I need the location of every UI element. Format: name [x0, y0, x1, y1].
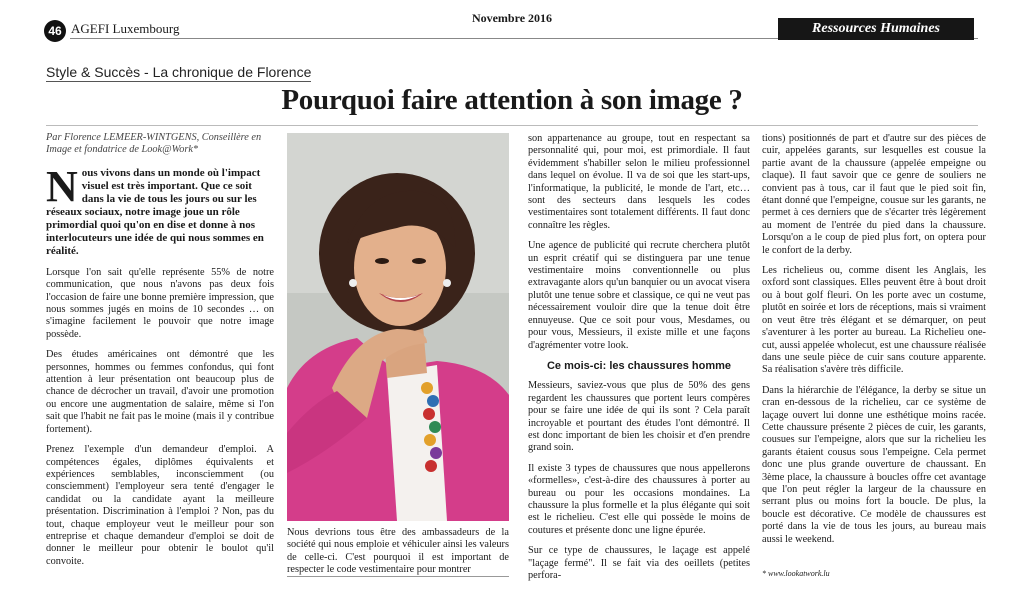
right-eye: [412, 258, 426, 264]
necklace-bead: [423, 408, 435, 420]
white-top: [387, 365, 447, 521]
article-column-1: [46, 132, 274, 576]
footnote-link[interactable]: * www.lookatwork.lu: [762, 569, 830, 578]
paragraph: Lorsque l'on sait qu'elle représente 55% de notre communication, que nous n'avons pas deux fois l'occasion de faire une bonne première impression, que nous sommes jugés en moins de 10 secondes … on s'imagine facilement le pouvoir que notre image possède.: [46, 266, 274, 340]
section-subheading: Ce mois-ci: les chaussures homme: [546, 359, 731, 372]
portrait-illustration: [287, 133, 509, 521]
section-tag: Ressources Humaines: [778, 18, 974, 40]
paragraph: Une agence de publicité qui recrute cherchera plutôt un esprit créatif qui se distinguera par une tenue vestimentaire moins conventionnelle ou plus extravagante alors qu'un banquier ou un avocat visera plutôt une tenue sobre et classique, ce qui ne veut pas nécessairement vouloir dire que la tenue doit être ennuyeuse. Que ce soit pour vous, Mesdames, ou pour vous, Messieurs, il existe mille et une façons d'agrémenter votre look.: [528, 240, 750, 351]
paragraph: tions) positionnés de part et d'autre sur des pièces de cuir, appelées garants, sur lesquelles est cousue la partie avant de la chaussure (appelée empeigne ou claque). Il faut savoir que ce genre de souliers ne convient pas à tous, car il faut que le pied soit fin, étant donné que l'empeigne, cousue sur les garants, ne permet à ces derniers que de s'écarter très légèrement au moment de l'entrée du pied dans la chaussure. Lorsqu'on a le coup de pied plus fort, on optera pour le confort de la derby.: [762, 133, 986, 256]
necklace-bead: [421, 382, 433, 394]
paragraph: Prenez l'exemple d'un demandeur d'emploi. A compétences égales, diplômes équivalents et expériences semblables, inconsciemment (ou consciemment) l'employeur sera tenté d'engager le candidat ou la candidate ayant la meilleure présentation. Discrimination à l'emploi ? Non, pas du tout, chaque employeur veut le meilleur pour son entreprise et chaque demandeur d'emploi se doit de donner le meilleur pour obtenir le boulot qu'il convoite.: [46, 444, 274, 567]
article-column-4: [762, 133, 986, 580]
paragraph: Messieurs, saviez-vous que plus de 50% des gens regardent les chaussures que portent leurs compères pour se faire une idée de qui ils sont ? Cela paraît incroyable et pourtant des études l'ont démontré. Il est donc important de bien les choisir et d'en prendre grand soin.: [528, 380, 750, 454]
necklace-bead: [430, 447, 442, 459]
necklace-bead: [424, 434, 436, 446]
page-number: 46: [44, 20, 66, 42]
paragraph: son appartenance au groupe, tout en respectant sa personnalité qui, pour moi, est primordiale. Il faut évidemment s'habiller selon le milieu professionnel dans lequel on évolue. Il va de soi que les start-ups, l'informatique, la publicité, le monde de l'art, etc… sont des secteurs dans lesquels les codes vestimentaires sont totalement différents. Il faut donc connaître les règles.: [528, 133, 750, 231]
necklace-bead: [429, 421, 441, 433]
left-eye: [375, 258, 389, 264]
left-earring: [349, 279, 357, 287]
issue-date: Novembre 2016: [471, 11, 553, 25]
paragraph: Il existe 3 types de chaussures que nous appellerons «formelles», c'est-à-dire des chaussures à porter au bureau ou pour les occasions mondaines. La chaussure la plus formelle et la plus élégante qui soit est le richelieu. C'est elle qui possède le moins de coutures et présente donc une ligne épurée.: [528, 462, 750, 536]
drop-cap: N: [46, 161, 78, 211]
article-column-3: [528, 133, 750, 590]
necklace-bead: [427, 395, 439, 407]
right-earring: [443, 279, 451, 287]
photo-caption-text: Nous devrions tous être des ambassadeurs de la société qui nous emploie et véhiculer ainsi les valeurs de celle-ci. C'est pourquoi il est important de respecter le code vestimentaire pour montrer: [287, 527, 509, 576]
byline: Par Florence LEMEER-WINTGENS, Conseillère en Image et fondatrice de Look@Work*: [46, 132, 262, 156]
column-kicker: Style & Succès - La chronique de Florence: [46, 64, 312, 80]
page-title: Pourquoi faire attention à son image ?: [281, 84, 743, 116]
lead-text: ous vivons dans un monde où l'impact visuel est très important. Que ce soit dans la vie de tous les jours ou sur les réseaux sociaux, notre image joue un rôle primordial quoi qu'on en dise et donne à nos interlocuteurs une idée de qui nous sommes en réalité.: [46, 166, 264, 257]
publication-name: AGEFI Luxembourg: [71, 21, 180, 36]
portrait-photo: [287, 133, 509, 521]
necklace-bead: [425, 460, 437, 472]
paragraph: Sur ce type de chaussures, le laçage est appelé "laçage fermé". Il se fait via des oeillets (petites perfora-: [528, 545, 750, 581]
column-end-rule: [287, 576, 509, 577]
paragraph: Dans la hiérarchie de l'élégance, la derby se situe un cran en-dessous de la richelieu, car ce système de laçage ouvert lui donne une esthétique moins racée. Cette chaussure présente 2 pièces de cuir, les garants, cousues sur l'empeigne, alors que sur la richelieu les garants étaient cousus sous l'empeigne. Cela permet donc une plus grande ouverture de chaussant. En 3ème place, la chaussure à boucles offre cet avantage que l'on peut régler la largeur de la chaussure en serrant plus ou moins fort la boucle. De plus, la boucle est décorative. Ce modèle de chaussures est porté dans la vie de tous les jours, au bureau mais aussi le weekend.: [762, 384, 986, 545]
paragraph: Des études américaines ont démontré que les personnes, hommes ou femmes confondus, qui font attention à leur présentation ont beaucoup plus de chance de décrocher un travail, d'avoir une promotion ou encore une augmentation de salaire, même si l'on sait que l'habit ne fait pas le moine (mais il y contribue fortement).: [46, 349, 274, 435]
title-divider: [46, 125, 978, 126]
lead-paragraph: [46, 161, 274, 258]
paragraph: Les richelieus ou, comme disent les Anglais, les oxford sont classiques. Elles peuvent être à bout droit ou à bout golf fleuri. On les porte avec un costume, plutôt en soirée et lors de réceptions, mais si vraiment on veut être très élégant et se démarquer, on peut s'aventurer à les porter au bureau. La Richelieu one-cut, aussi appelée wholecut, est une chaussure réalisée dans une seule pièce de cuir sans couture apparente. Sa réalisation s'avère très difficile.: [762, 265, 986, 376]
